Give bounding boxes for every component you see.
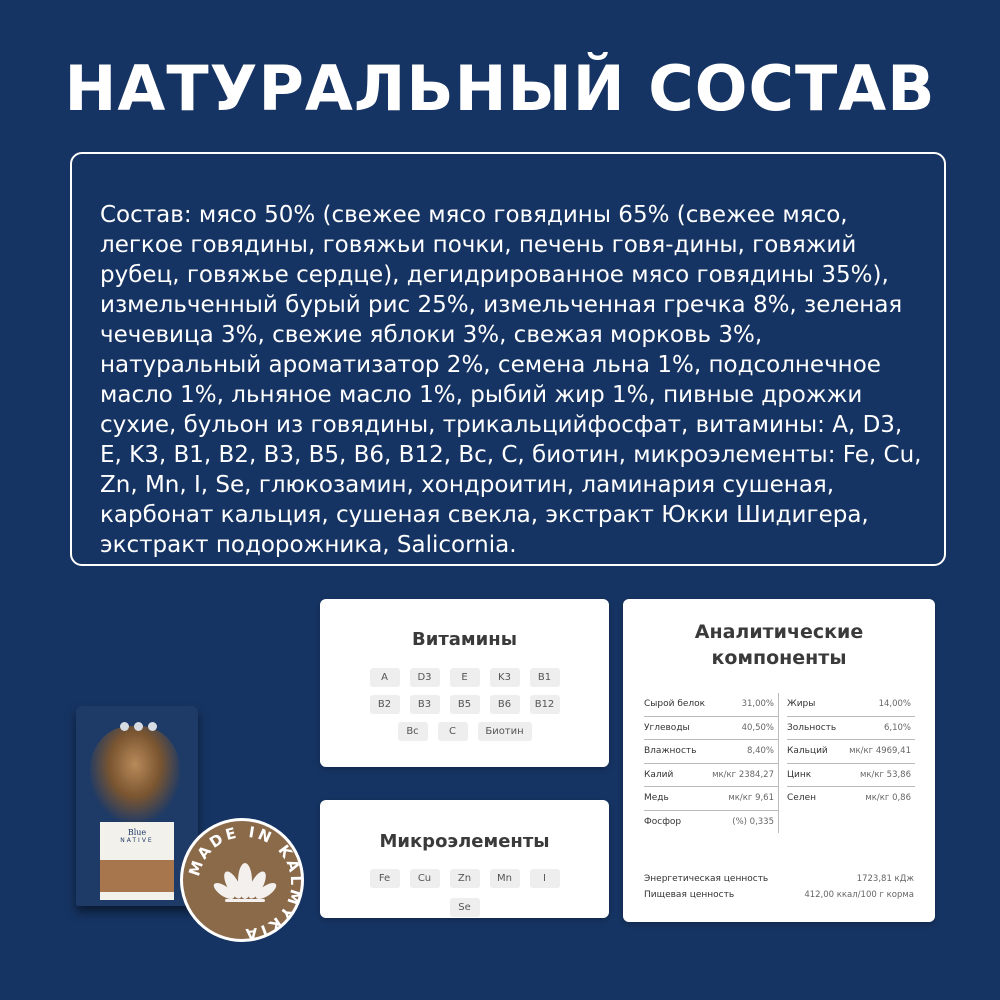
row-name: Зольность: [787, 722, 837, 733]
vitamin-chip: Bc: [398, 722, 428, 741]
vitamin-chip: Биотин: [478, 722, 532, 741]
vitamins-card: [320, 599, 609, 767]
bag-band: [100, 860, 174, 892]
analytical-row: [644, 811, 778, 834]
wolf-illustration: [90, 726, 180, 822]
microelements-list: [350, 869, 579, 917]
stamp-graphic: [173, 811, 317, 955]
row-name: Углеводы: [644, 722, 690, 733]
row-value: (%) 0,335: [732, 816, 774, 827]
microelements-title: Микроэлементы: [379, 831, 550, 852]
nutrition-row: [644, 890, 914, 906]
analytical-row: [787, 693, 915, 717]
page-title: НАТУРАЛЬНЫЙ СОСТАВ: [64, 52, 936, 125]
bag-hole: [134, 722, 143, 731]
analytical-row: [644, 764, 778, 788]
vitamin-chip: B6: [490, 695, 520, 714]
microelement-chip: Cu: [410, 869, 440, 888]
analytical-row: [787, 764, 915, 788]
vitamin-chip: B5: [450, 695, 480, 714]
vitamin-chip: B3: [410, 695, 440, 714]
vitamin-chip: B2: [370, 695, 400, 714]
bag-hole: [120, 722, 129, 731]
vitamin-chip: B12: [530, 695, 560, 714]
row-value: мк/кг 53,86: [859, 769, 911, 780]
analytical-title: [623, 619, 935, 671]
nutrition-label: Пищевая ценность: [644, 890, 735, 900]
analytical-row: [644, 693, 778, 717]
vitamin-chip: C: [438, 722, 468, 741]
bag-label: [100, 822, 174, 900]
vitamin-chip: K3: [490, 668, 520, 687]
vitamin-chip: A: [370, 668, 400, 687]
composition-box: [70, 152, 946, 566]
analytical-row: [644, 717, 778, 741]
row-value: мк/кг 4969,41: [849, 746, 911, 757]
analytical-row: [787, 717, 915, 741]
lotus-icon: [211, 863, 278, 902]
vitamin-chip: D3: [410, 668, 440, 687]
analytical-title-line1: Аналитические: [694, 621, 864, 643]
row-name: Кальций: [787, 746, 828, 757]
vitamin-chip: B1: [530, 668, 560, 687]
row-value: 31,00%: [741, 699, 774, 710]
microelement-chip: Zn: [450, 869, 480, 888]
row-value: 40,50%: [741, 722, 774, 733]
energy-block: [644, 874, 914, 906]
analytical-right-table: [787, 693, 915, 810]
row-value: 8,40%: [746, 746, 774, 757]
row-name: Сырой белок: [644, 699, 706, 710]
energy-value: 1723,81 кДж: [856, 874, 914, 884]
energy-label: Энергетическая ценность: [644, 874, 769, 884]
row-name: Селен: [787, 793, 816, 804]
microelement-chip: Se: [450, 898, 480, 917]
row-name: Фосфор: [644, 816, 682, 827]
analytical-left-table: [644, 693, 779, 833]
composition-text: Состав: мясо 50% (свежее мясо говядины 65% (свежее мясо, легкое говядины, говяжьи почки, печень говя-дины, говяжий рубец, говяжье сердце), дегидрированное мясо говядины 35%), измельченный бурый рис 25%, измельченная гречка 8%, зеленая чечевица 3%, свежие яблоки 3%, свежая морковь 3%, натуральный ароматизатор 2%, семена льна 1%, подсолнечное масло 1%, льняное масло 1%, рыбий жир 1%, пивные дрожжи сухие, бульон из говядины, трикальцийфосфат, витамины: A, D3, E, K3, B1, B2, B3, B5, B6, B12, Bc, C, биотин, микроэлементы: Fe, Cu, Zn, Mn, I, Se, глюкозамин, хондроитин, ламинария сушеная, карбонат кальция, сушеная свекла, экстракт Юкки Шидигера, экстракт подорожника, Salicornia.: [100, 202, 922, 558]
analytical-row: [644, 787, 778, 811]
stamp-text: MADE IN KALMYKIA: [185, 822, 306, 944]
analytical-row: [787, 740, 915, 764]
row-value: 14,00%: [878, 699, 911, 710]
row-value: мк/кг 9,61: [728, 793, 774, 804]
row-value: 6,10%: [883, 722, 911, 733]
microelement-chip: Fe: [370, 869, 400, 888]
nutrition-value: 412,00 ккал/100 г корма: [804, 890, 914, 900]
microelement-chip: I: [530, 869, 560, 888]
microelement-chip: Mn: [490, 869, 520, 888]
analytical-title-line2: компоненты: [711, 647, 847, 669]
analytical-row: [787, 787, 915, 810]
row-name: Цинк: [787, 769, 812, 780]
vitamins-list: [364, 668, 565, 741]
made-in-kalmykia-stamp: [180, 818, 304, 942]
row-value: мк/кг 0,86: [865, 793, 911, 804]
bag-hole: [148, 722, 157, 731]
vitamin-chip: E: [450, 668, 480, 687]
row-name: Медь: [644, 793, 669, 804]
row-value: мк/кг 2384,27: [712, 769, 774, 780]
analytical-row: [644, 740, 778, 764]
microelements-card: [320, 800, 609, 918]
energy-row: [644, 874, 914, 890]
vitamins-title: Витамины: [412, 629, 517, 650]
bag-line: NATIVE: [120, 837, 154, 844]
bag-brand: Blue: [127, 828, 147, 837]
row-name: Влажность: [644, 746, 697, 757]
row-name: Калий: [644, 769, 674, 780]
row-name: Жиры: [787, 699, 816, 710]
